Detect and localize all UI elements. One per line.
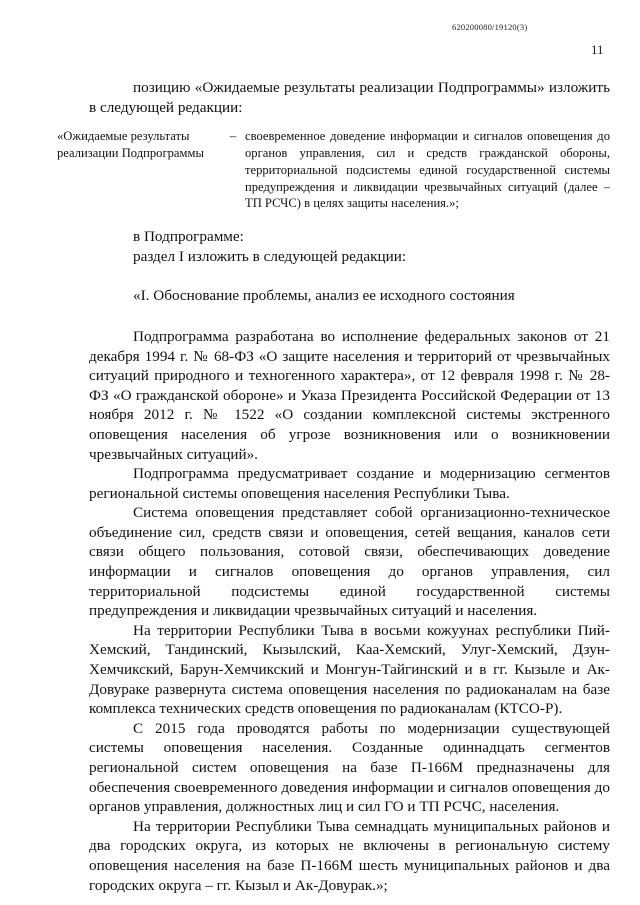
document-body	[57, 78, 610, 895]
body-paragraph: Подпрограмма предусматривает создание и модернизацию сегментов региональной системы оповещения населения Республики Тыва.	[89, 465, 610, 502]
body-paragraph: С 2015 года проводятся работы по модернизации существующей системы оповещения населения. Созданные одиннадцать сегментов региональной систем оповещения на базе П-166М предназначены для обеспечения своевременного доведения информации и сигналов оповещения до органов управления, должностных лиц и сил ГО и ТП РСЧС, населения.	[89, 719, 610, 816]
table-right-cell: своевременное доведение информации и сигналов оповещения до органов управления, сил и средств гражданской обороны, территориальной подсистемы единой государственной системы предупреждения и ликвидации чрезвычайных ситуаций (далее – ТП РСЧС) в целях защиты населения.»;	[245, 129, 610, 211]
body-paragraph: Система оповещения представляет собой организационно-техническое объединение сил, средств связи и оповещения, сетей вещания, каналов сети связи общего пользования, сотовой связи, обеспечивающих доведение информации и сигналов оповещения до органов управления, сил территориальной подсистемы единой государственной системы предупреждения и ликвидации чрезвычайных ситуаций и населения.	[89, 504, 610, 620]
table-dash: –	[229, 129, 237, 144]
section-body	[89, 327, 610, 895]
table-left-cell: «Ожидаемые результаты реализации Подпрограммы	[57, 129, 204, 160]
intro-paragraph: позицию «Ожидаемые результаты реализации Подпрограммы» изложить в следующей редакции:	[89, 79, 610, 116]
amendment-line-1: в Подпрограмме:	[133, 228, 244, 246]
amendment-lines	[89, 227, 610, 266]
body-paragraph: На территории Республики Тыва в восьми кожуунах республики Пий-Хемский, Тандинский, Кызылский, Каа-Хемский, Улуг-Хемский, Дзун-Хемчикский, Барун-Хемчикский и Монгун-Тайгинский и в гг. Кызыле и Ак-Довураке развернута система оповещения населения по радиоканалам на базе комплекса технических средств оповещения по радиоканалам (КТСО-Р).	[89, 621, 610, 718]
amendment-line-2: раздел I изложить в следующей редакции:	[133, 247, 407, 265]
body-paragraph: Подпрограмма разработана во исполнение федеральных законов от 21 декабря 1994 г. № 68-ФЗ «О защите населения и территорий от чрезвычайных ситуаций природного и техногенного характера», от 12 февраля 1998 г. № 28-ФЗ «О гражданской обороне» и Указа Президента Российской Федерации от 13 ноября 2012 г. № 1522 «О создании комплексной системы экстренного оповещения населения об угрозе возникновения или о возникновении чрезвычайных ситуаций».	[89, 327, 610, 463]
page-number: 11	[591, 42, 604, 57]
body-paragraph: На территории Республики Тыва семнадцать муниципальных районов и два городских округа, из которых не включены в региональную систему оповещения населения на базе П-166М шесть муниципальных районов и два городских округа – гг. Кызыл и Ак-Довурак.»;	[89, 817, 610, 894]
section-heading: «I. Обоснование проблемы, анализ ее исходного состояния	[133, 287, 515, 305]
document-number: 620200080/19120(3)	[452, 22, 528, 32]
expected-results-table	[57, 128, 610, 212]
